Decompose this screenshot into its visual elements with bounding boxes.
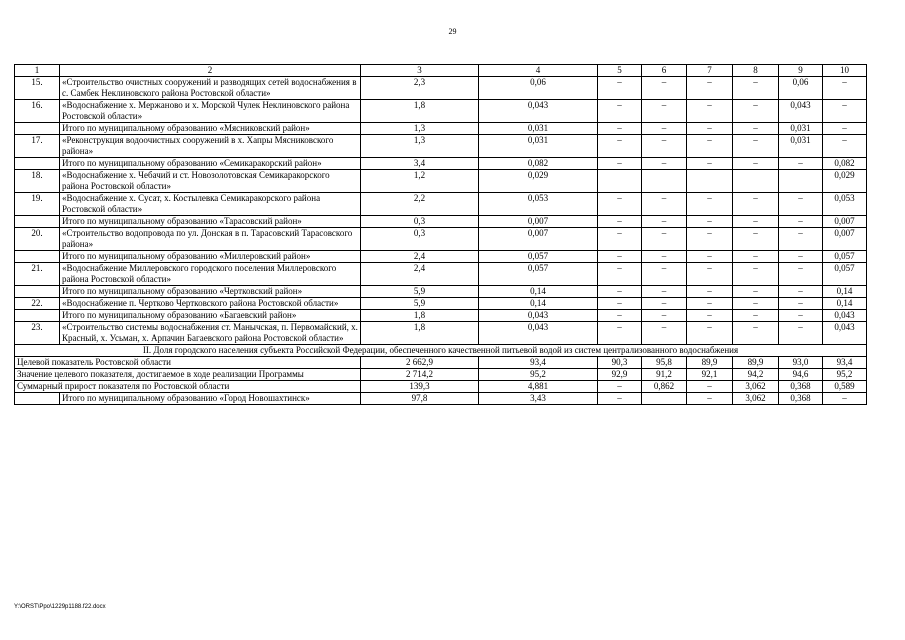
row-value: 0,007	[479, 228, 598, 251]
row-value: –	[687, 158, 733, 170]
indicator-table	[14, 64, 867, 405]
row-value: 0,043	[479, 322, 598, 345]
row-number: 23.	[15, 322, 60, 345]
summary-value: 3,062	[733, 381, 779, 393]
row-value	[687, 170, 733, 193]
row-value: –	[687, 228, 733, 251]
summary-value: 93,4	[823, 357, 867, 369]
row-value: –	[779, 228, 823, 251]
table-row	[15, 216, 867, 228]
column-header: 7	[687, 65, 733, 77]
row-value: –	[687, 251, 733, 263]
row-value: 1,8	[361, 322, 479, 345]
summary-value: 94,6	[779, 369, 823, 381]
summary-value: –	[598, 381, 642, 393]
row-value: –	[598, 77, 642, 100]
row-value: 0,082	[479, 158, 598, 170]
row-value: –	[779, 193, 823, 216]
row-value: –	[733, 228, 779, 251]
row-value: 0,057	[823, 263, 867, 286]
row-value: –	[598, 263, 642, 286]
row-value: 5,9	[361, 286, 479, 298]
section-header-row	[15, 345, 867, 357]
row-value: –	[823, 135, 867, 158]
row-value: 0,043	[479, 310, 598, 322]
row-value: 0,14	[823, 298, 867, 310]
row-value: 0,057	[479, 263, 598, 286]
page-number: 29	[448, 27, 457, 36]
row-value: –	[598, 228, 642, 251]
row-label: Итого по муниципальному образованию «Семикаракорский район»	[60, 158, 361, 170]
row-label: Итого по муниципальному образованию «Багаевский район»	[60, 310, 361, 322]
row-value: –	[779, 263, 823, 286]
row-number: 20.	[15, 228, 60, 251]
column-header: 4	[479, 65, 598, 77]
row-value: –	[598, 135, 642, 158]
row-value: –	[598, 193, 642, 216]
row-value: –	[642, 216, 687, 228]
row-value: 0,031	[479, 135, 598, 158]
row-value: 1,3	[361, 135, 479, 158]
row-value: 0,043	[823, 310, 867, 322]
row-value	[779, 170, 823, 193]
row-value: 0,06	[479, 77, 598, 100]
table-row	[15, 393, 867, 405]
row-value: 0,043	[779, 100, 823, 123]
table-row	[15, 251, 867, 263]
row-value: 0,043	[479, 100, 598, 123]
row-value: 0,031	[779, 135, 823, 158]
row-value: –	[823, 77, 867, 100]
row-number	[15, 158, 60, 170]
row-value: –	[642, 228, 687, 251]
row-label: Итого по муниципальному образованию «Тарасовский район»	[60, 216, 361, 228]
row-value: –	[823, 100, 867, 123]
table-row	[15, 135, 867, 158]
row-value: –	[687, 263, 733, 286]
row-value: –	[733, 298, 779, 310]
summary-value: 93,0	[779, 357, 823, 369]
row-value: –	[642, 298, 687, 310]
table-row	[15, 298, 867, 310]
row-value: –	[598, 216, 642, 228]
row-number: 18.	[15, 170, 60, 193]
row-value: –	[779, 310, 823, 322]
row-value: –	[733, 251, 779, 263]
row-value: –	[642, 193, 687, 216]
row-value: 0,007	[823, 228, 867, 251]
row-label: «Водоснабжение п. Чертково Чертковского района Ростовской области»	[60, 298, 361, 310]
file-path-footer: Y:\ORST\Ppo\1229p1188.f22.docx	[14, 604, 106, 610]
row-value: 0,031	[479, 123, 598, 135]
row-value: –	[687, 298, 733, 310]
row-label: «Водоснабжение х. Мержаново и х. Морской Чулек Неклиновского района Ростовской области»	[60, 100, 361, 123]
row-number: 21.	[15, 263, 60, 286]
row-value: –	[733, 77, 779, 100]
row-value: –	[598, 298, 642, 310]
row-number	[15, 310, 60, 322]
row-value: 0,06	[779, 77, 823, 100]
row-value: –	[598, 100, 642, 123]
row-value: 0,043	[823, 322, 867, 345]
row-label: «Строительство очистных сооружений и разводящих сетей водоснабжения в с. Самбек Неклиновского района Ростовской области»	[60, 77, 361, 100]
row-value: –	[733, 100, 779, 123]
row-value: –	[733, 263, 779, 286]
row-value: –	[779, 322, 823, 345]
summary-value: 94,2	[733, 369, 779, 381]
row-value: –	[779, 251, 823, 263]
summary-value: 89,9	[687, 357, 733, 369]
row-value: –	[687, 100, 733, 123]
row-value: –	[687, 286, 733, 298]
column-header: 8	[733, 65, 779, 77]
summary-row	[15, 357, 867, 369]
row-value: 0,3	[361, 216, 479, 228]
summary-value: 139,3	[361, 381, 479, 393]
row-value: –	[687, 77, 733, 100]
row-value: –	[687, 393, 733, 405]
summary-value: 90,3	[598, 357, 642, 369]
table-row	[15, 310, 867, 322]
row-label: «Водоснабжение х. Чебачий и ст. Новозолотовская Семикаракорского района Ростовской области»	[60, 170, 361, 193]
row-value: –	[823, 123, 867, 135]
row-value: 2,4	[361, 251, 479, 263]
row-value: –	[823, 393, 867, 405]
row-value: –	[642, 100, 687, 123]
row-value: 1,8	[361, 100, 479, 123]
row-number: 19.	[15, 193, 60, 216]
row-value: –	[687, 310, 733, 322]
row-number: 16.	[15, 100, 60, 123]
row-value: 97,8	[361, 393, 479, 405]
summary-value: 0,862	[642, 381, 687, 393]
summary-value: 95,8	[642, 357, 687, 369]
summary-label: Целевой показатель Ростовской области	[15, 357, 361, 369]
row-value: –	[687, 123, 733, 135]
row-value: 1,2	[361, 170, 479, 193]
column-header: 10	[823, 65, 867, 77]
table-row	[15, 100, 867, 123]
row-value: –	[642, 286, 687, 298]
row-value: –	[687, 322, 733, 345]
row-number: 17.	[15, 135, 60, 158]
table-row	[15, 322, 867, 345]
row-number	[15, 123, 60, 135]
row-value: –	[598, 286, 642, 298]
row-value: –	[733, 123, 779, 135]
row-label: Итого по муниципальному образованию «Мясниковский район»	[60, 123, 361, 135]
row-value: 1,3	[361, 123, 479, 135]
row-value: 0,053	[823, 193, 867, 216]
table-row	[15, 263, 867, 286]
row-value: 1,8	[361, 310, 479, 322]
row-value: –	[687, 193, 733, 216]
row-value: –	[733, 193, 779, 216]
column-header: 9	[779, 65, 823, 77]
row-label: Итого по муниципальному образованию «Чертковский район»	[60, 286, 361, 298]
row-value: 5,9	[361, 298, 479, 310]
summary-value: 93,4	[479, 357, 598, 369]
table-row	[15, 123, 867, 135]
row-value: –	[598, 251, 642, 263]
row-value: 0,007	[823, 216, 867, 228]
row-value: 0,007	[479, 216, 598, 228]
summary-row	[15, 381, 867, 393]
row-value: –	[779, 158, 823, 170]
row-value: –	[733, 135, 779, 158]
row-label: «Строительство водопровода по ул. Донская в п. Тарасовский Тарасовского района»	[60, 228, 361, 251]
row-value: –	[642, 158, 687, 170]
row-value: 0,14	[823, 286, 867, 298]
row-value: 0,057	[479, 251, 598, 263]
row-value: 3,4	[361, 158, 479, 170]
table-header-row	[15, 65, 867, 77]
row-value: –	[779, 286, 823, 298]
summary-value: 95,2	[479, 369, 598, 381]
row-value: –	[642, 77, 687, 100]
row-value: –	[598, 322, 642, 345]
row-value: 0,031	[779, 123, 823, 135]
row-value: 2,2	[361, 193, 479, 216]
row-value: –	[642, 135, 687, 158]
row-value: –	[733, 216, 779, 228]
table-row	[15, 228, 867, 251]
row-value: –	[598, 123, 642, 135]
summary-value: 2 714,2	[361, 369, 479, 381]
row-label: «Водоснабжение Миллеровского городского поселения Миллеровского района Ростовской области»	[60, 263, 361, 286]
row-value: –	[642, 322, 687, 345]
row-value: –	[687, 135, 733, 158]
table-row	[15, 77, 867, 100]
row-value: –	[687, 216, 733, 228]
table-row	[15, 193, 867, 216]
row-value: –	[642, 251, 687, 263]
row-value	[598, 170, 642, 193]
column-header: 1	[15, 65, 60, 77]
row-value: 0,029	[479, 170, 598, 193]
summary-label: Суммарный прирост показателя по Ростовской области	[15, 381, 361, 393]
row-value: –	[733, 158, 779, 170]
column-header: 5	[598, 65, 642, 77]
row-value	[642, 170, 687, 193]
summary-value: –	[687, 381, 733, 393]
row-value: –	[598, 393, 642, 405]
row-number	[15, 286, 60, 298]
summary-value: 2 662,9	[361, 357, 479, 369]
row-number	[15, 216, 60, 228]
summary-row	[15, 369, 867, 381]
row-value: –	[642, 263, 687, 286]
row-label: «Строительство системы водоснабжения ст. Манычская, п. Первомайский, х. Красный, х. Усьман, х. Арпачин Багаевского района Ростовской области»	[60, 322, 361, 345]
summary-value: 91,2	[642, 369, 687, 381]
summary-value: 92,9	[598, 369, 642, 381]
row-value: –	[598, 158, 642, 170]
row-value	[733, 170, 779, 193]
row-value: 3,062	[733, 393, 779, 405]
summary-value: 95,2	[823, 369, 867, 381]
summary-label: Значение целевого показателя, достигаемое в ходе реализации Программы	[15, 369, 361, 381]
row-number: 15.	[15, 77, 60, 100]
row-value: –	[733, 310, 779, 322]
row-value: 2,3	[361, 77, 479, 100]
row-number	[15, 393, 60, 405]
table-row	[15, 170, 867, 193]
column-header: 2	[60, 65, 361, 77]
row-value: –	[779, 298, 823, 310]
row-value: 0,368	[779, 393, 823, 405]
row-value: –	[598, 310, 642, 322]
row-value: 0,14	[479, 286, 598, 298]
column-header: 6	[642, 65, 687, 77]
row-label: Итого по муниципальному образованию «Город Новошахтинск»	[60, 393, 361, 405]
summary-value: 92,1	[687, 369, 733, 381]
row-value: 3,43	[479, 393, 598, 405]
row-value: –	[779, 216, 823, 228]
summary-value: 4,881	[479, 381, 598, 393]
row-value: 0,3	[361, 228, 479, 251]
section-title: II. Доля городского населения субъекта Российской Федерации, обеспеченного качественной питьевой водой из систем централизованного водоснабжения	[15, 345, 867, 357]
summary-value: 89,9	[733, 357, 779, 369]
row-value: 2,4	[361, 263, 479, 286]
row-label: «Водоснабжение х. Сусат, х. Костылевка Семикаракорского района Ростовской области»	[60, 193, 361, 216]
row-value: 0,082	[823, 158, 867, 170]
row-number: 22.	[15, 298, 60, 310]
row-value: 0,029	[823, 170, 867, 193]
row-value: 0,14	[479, 298, 598, 310]
column-header: 3	[361, 65, 479, 77]
row-label: Итого по муниципальному образованию «Миллеровский район»	[60, 251, 361, 263]
row-value	[642, 393, 687, 405]
row-value: 0,057	[823, 251, 867, 263]
row-value: –	[642, 310, 687, 322]
row-value: –	[733, 286, 779, 298]
row-value: –	[733, 322, 779, 345]
table-row	[15, 158, 867, 170]
row-value: 0,053	[479, 193, 598, 216]
summary-value: 0,368	[779, 381, 823, 393]
row-label: «Реконструкция водоочистных сооружений в х. Хапры Мясниковского района»	[60, 135, 361, 158]
table-row	[15, 286, 867, 298]
row-value: –	[642, 123, 687, 135]
row-number	[15, 251, 60, 263]
summary-value: 0,589	[823, 381, 867, 393]
